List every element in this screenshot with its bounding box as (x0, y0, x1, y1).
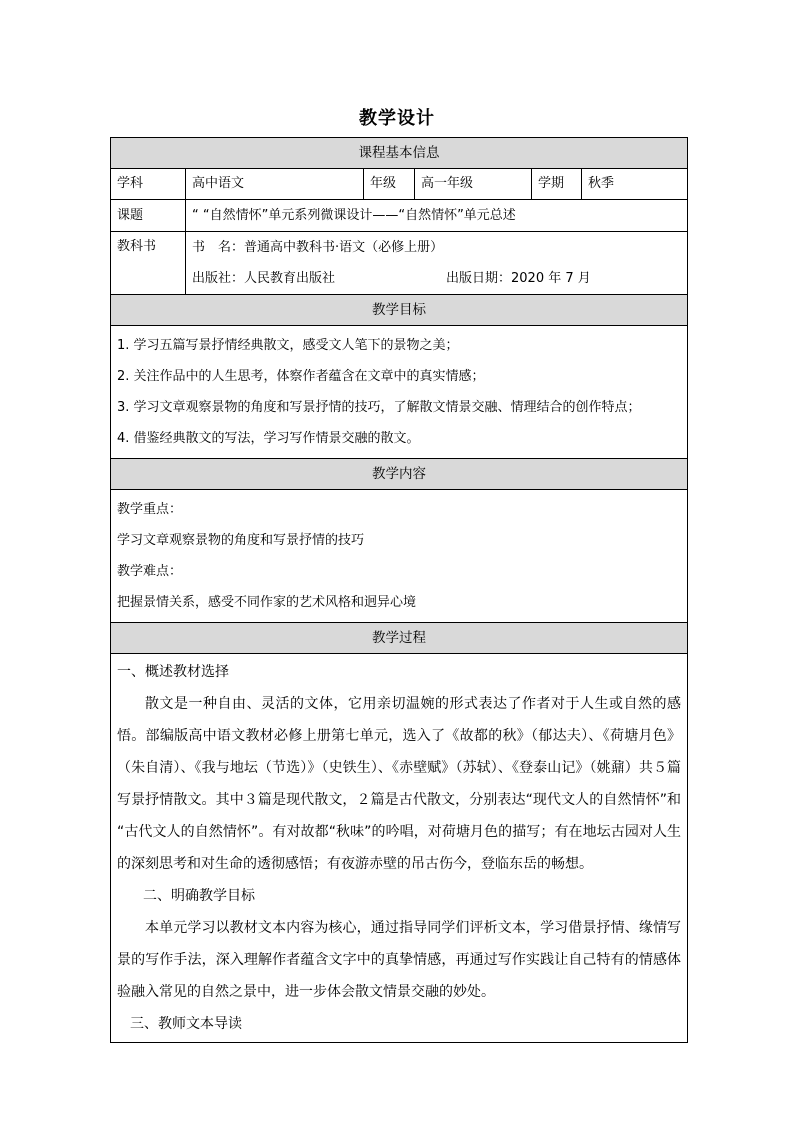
term-value: 秋季 (582, 169, 688, 200)
textbook-info (186, 232, 688, 295)
goal-item: 3. 学习文章观察景物的角度和写景抒情的技巧，了解散文情景交融、情理结合的创作特点； (117, 400, 641, 415)
subject-label: 学科 (111, 169, 186, 200)
goals-list (111, 326, 688, 459)
section-basic-info: 课程基本信息 (111, 138, 688, 169)
difficulty-label: 教学难点： (117, 564, 183, 579)
process-part3-title: 三、教师文本导读 (130, 1016, 242, 1032)
section-process: 教学过程 (111, 623, 688, 654)
process-part2-title: 二、明确教学目标 (143, 888, 255, 904)
key-point-label: 教学重点： (117, 502, 183, 517)
section-content: 教学内容 (111, 459, 688, 490)
term-label: 学期 (532, 169, 582, 200)
difficulty-text: 把握景情关系，感受不同作家的艺术风格和迥异心境 (117, 595, 417, 610)
textbook-publisher: 出版社：人民教育出版社 (192, 271, 336, 286)
goal-item: 4. 借鉴经典散文的写法，学习写作情景交融的散文。 (117, 431, 420, 446)
key-point-text: 学习文章观察景物的角度和写景抒情的技巧 (117, 533, 365, 548)
topic-label: 课题 (111, 200, 186, 232)
process-part1-title: 一、概述教材选择 (117, 664, 229, 680)
goal-item: 2. 关注作品中的人生思考，体察作者蕴含在文章中的真实情感； (117, 369, 485, 384)
topic-value: “ “自然情怀”单元系列微课设计——“自然情怀”单元总述 (186, 200, 688, 232)
grade-value: 高一年级 (415, 169, 532, 200)
grade-label: 年级 (364, 169, 415, 200)
lesson-plan-table (110, 137, 688, 1043)
process-part1-text: 散文是一种自由、灵活的文体，它用亲切温婉的形式表达了作者对于人生或自然的感悟。部编版高中语文教材必修上册第七单元，选入了《故都的秋》（郁达夫）、《荷塘月色》（朱自清）、《我与地坛（节选）》（史铁生）、《赤壁赋》（苏轼）、《登泰山记》（姚鼐）共５篇写景抒情散文。其中３篇是现代散文，２篇是古代散文，分别表达“现代文人的自然情怀”和 “古代文人的自然情怀”。有对故都“秋味”的吟唱，对荷塘月色的描写；有在地坛古园对人生的深刻思考和对生命的透彻感悟；有夜游赤壁的吊古伤今，登临东岳的畅想。 (117, 696, 682, 872)
section-goals: 教学目标 (111, 295, 688, 326)
process-part2-text: 本单元学习以教材文本内容为核心，通过指导同学们评析文本，学习借景抒情、缘情写景的写作手法，深入理解作者蕴含文字中的真挚情感，再通过写作实践让自己特有的情感体验融入常见的自然之景中，进一步体会散文情景交融的妙处。 (117, 920, 682, 1000)
process-body (111, 654, 688, 1043)
content-body (111, 490, 688, 623)
textbook-pub-date: 出版日期：2020 年 7 月 (446, 271, 591, 286)
goal-item: 1. 学习五篇写景抒情经典散文，感受文人笔下的景物之美； (117, 338, 459, 353)
textbook-name: 书 名：普通高中教科书·语文（必修上册） (192, 240, 444, 255)
document-title: 教学设计 (359, 108, 435, 129)
textbook-publisher-row (186, 263, 687, 294)
subject-value: 高中语文 (186, 169, 364, 200)
textbook-label: 教科书 (111, 232, 186, 295)
